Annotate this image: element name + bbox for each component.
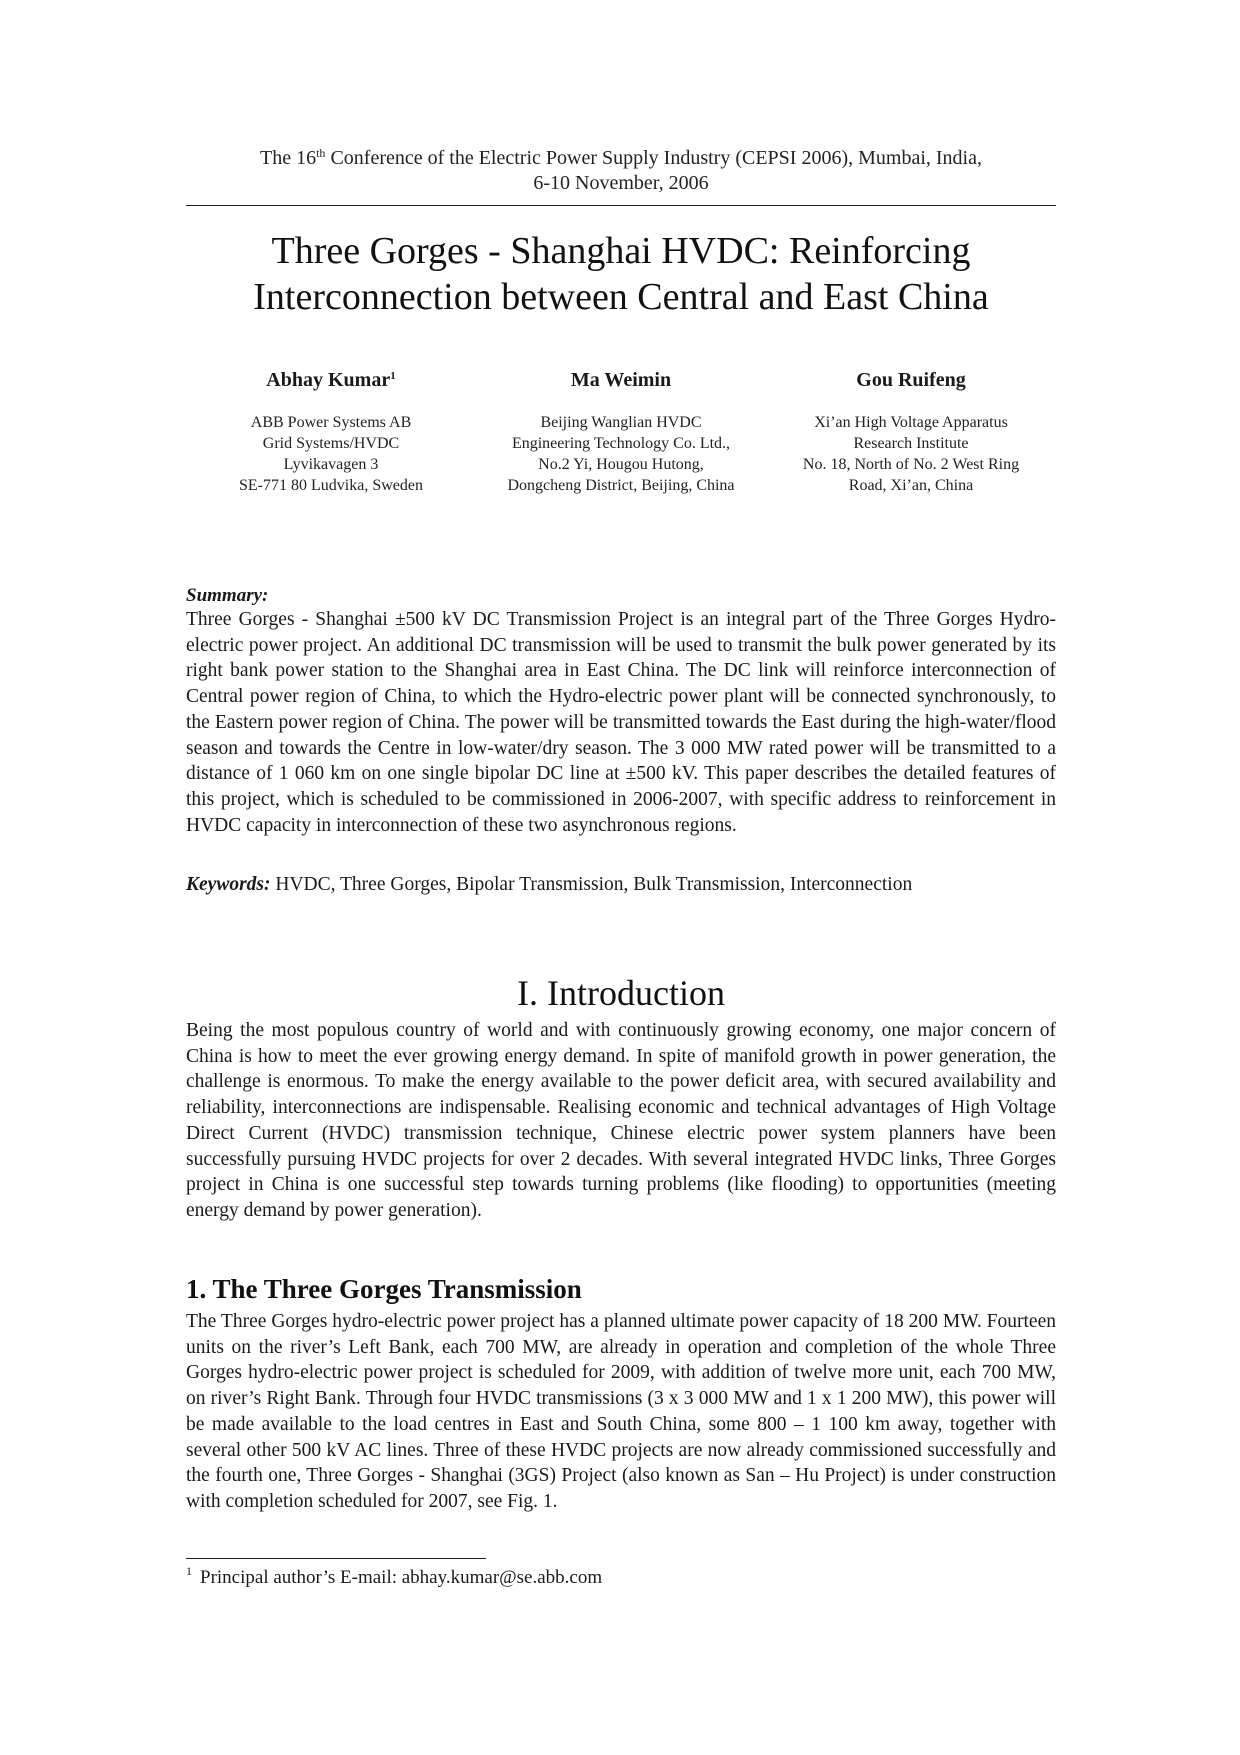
conference-line-1 (186, 146, 1056, 171)
author-affiliation (186, 412, 476, 496)
conference-header (186, 146, 1056, 196)
conference-dates: 6-10 November, 2006 (533, 172, 709, 194)
footnote-marker: 1 (186, 1564, 192, 1578)
keywords-label: Keywords: (186, 874, 271, 895)
affiliation-line: No.2 Yi, Hougou Hutong, (538, 456, 704, 473)
title-line-1: Three Gorges - Shanghai HVDC: Reinforcing (271, 230, 971, 272)
section-1-heading: 1. The Three Gorges Transmission (186, 1274, 582, 1304)
author-name-text: Gou Ruifeng (856, 369, 966, 391)
affiliation-line: Research Institute (853, 435, 969, 452)
conference-name-pre: The 16 (260, 147, 317, 169)
author-affiliation (766, 412, 1056, 496)
title-line-2: Interconnection between Central and East China (253, 276, 989, 318)
summary-heading: Summary: (186, 585, 269, 606)
author-3 (766, 368, 1056, 496)
affiliation-line: SE-771 80 Ludvika, Sweden (239, 477, 423, 494)
author-2 (476, 368, 766, 496)
affiliation-line: Engineering Technology Co. Ltd., (511, 435, 731, 452)
summary-paragraph: Three Gorges - Shanghai ±500 kV DC Transmission Project is an integral part of the Three Gorges Hydro-electric power project. An additional DC transmission will be used to transmit the bulk power generated by its right bank power station to the Shanghai area in East China. The DC link will reinforce interconnection of Central power region of China, to which the Hydro-electric power plant will be connected synchronously, to the Eastern power region of China. The power will be transmitted towards the East during the high-water/flood season and towards the Centre in low-water/dry season. The 3 000 MW rated power will be transmitted to a distance of 1 060 km on one single bipolar DC line at ±500 kV. This paper describes the detailed features of this project, which is scheduled to be commissioned in 2006-2007, with specific address to reinforcement in HVDC capacity in interconnection of these two asynchronous regions. (186, 609, 1056, 836)
affiliation-line: Road, Xi’an, China (848, 477, 974, 494)
affiliation-line: Beijing Wanglian HVDC (540, 414, 702, 431)
author-name (186, 368, 476, 392)
author-affiliation (476, 412, 766, 496)
affiliation-line: Dongcheng District, Beijing, China (507, 477, 735, 494)
footnote-text: Principal author’s E-mail: abhay.kumar@se.abb.com (200, 1567, 603, 1588)
introduction-paragraph: Being the most populous country of world and with continuously growing economy, one major concern of China is how to meet the ever growing energy demand. In spite of manifold growth in power generation, the challenge is enormous. To make the energy available to the power deficit area, with secured availability and reliability, interconnections are indispensable. Realising economic and technical advantages of High Voltage Direct Current (HVDC) transmission technique, Chinese electric power system planners have been successfully pursuing HVDC projects for over 2 decades. With several integrated HVDC links, Three Gorges project in China is one successful step towards turning problems (like flooding) to opportunities (meeting energy demand by power generation). (186, 1020, 1056, 1221)
author-name-text: Abhay Kumar (266, 369, 391, 391)
author-name (476, 368, 766, 392)
author-footnote-marker: 1 (390, 370, 396, 382)
conference-name-post: Conference of the Electric Power Supply Industry (CEPSI 2006), Mumbai, India, (325, 147, 982, 169)
affiliation-line: No. 18, North of No. 2 West Ring (802, 456, 1020, 473)
affiliation-line: Grid Systems/HVDC (262, 435, 400, 452)
affiliation-line: Xi’an High Voltage Apparatus (814, 414, 1008, 431)
introduction-heading: I. Introduction (517, 973, 725, 1013)
conference-ordinal-sup: th (316, 146, 326, 160)
affiliation-line: Lyvikavagen 3 (283, 456, 379, 473)
keywords-line (186, 872, 1056, 898)
author-name (766, 368, 1056, 392)
affiliation-line: ABB Power Systems AB (250, 414, 412, 431)
paper-title (186, 228, 1056, 320)
keywords-text: HVDC, Three Gorges, Bipolar Transmission, Bulk Transmission, Interconnection (270, 874, 913, 895)
author-1 (186, 368, 476, 496)
section-1-paragraph: The Three Gorges hydro-electric power project has a planned ultimate power capacity of 18 200 MW. Fourteen units on the river’s Left Bank, each 700 MW, are already in operation and completion of the whole Three Gorges hydro-electric power project is scheduled for 2009, with addition of twelve more unit, each 700 MW, on river’s Right Bank. Through four HVDC transmissions (3 x 3 000 MW and 1 x 1 200 MW), this power will be made available to the load centres in East and South China, some 800 – 1 100 km away, together with several other 500 kV AC lines. Three of these HVDC projects are now already commissioned successfully and the fourth one, Three Gorges - Shanghai (3GS) Project (also known as San – Hu Project) is under construction with completion scheduled for 2007, see Fig. 1. (186, 1311, 1056, 1512)
header-rule (186, 205, 1056, 206)
footnote-rule (186, 1558, 486, 1559)
footnote (186, 1566, 602, 1590)
author-name-text: Ma Weimin (570, 369, 672, 391)
